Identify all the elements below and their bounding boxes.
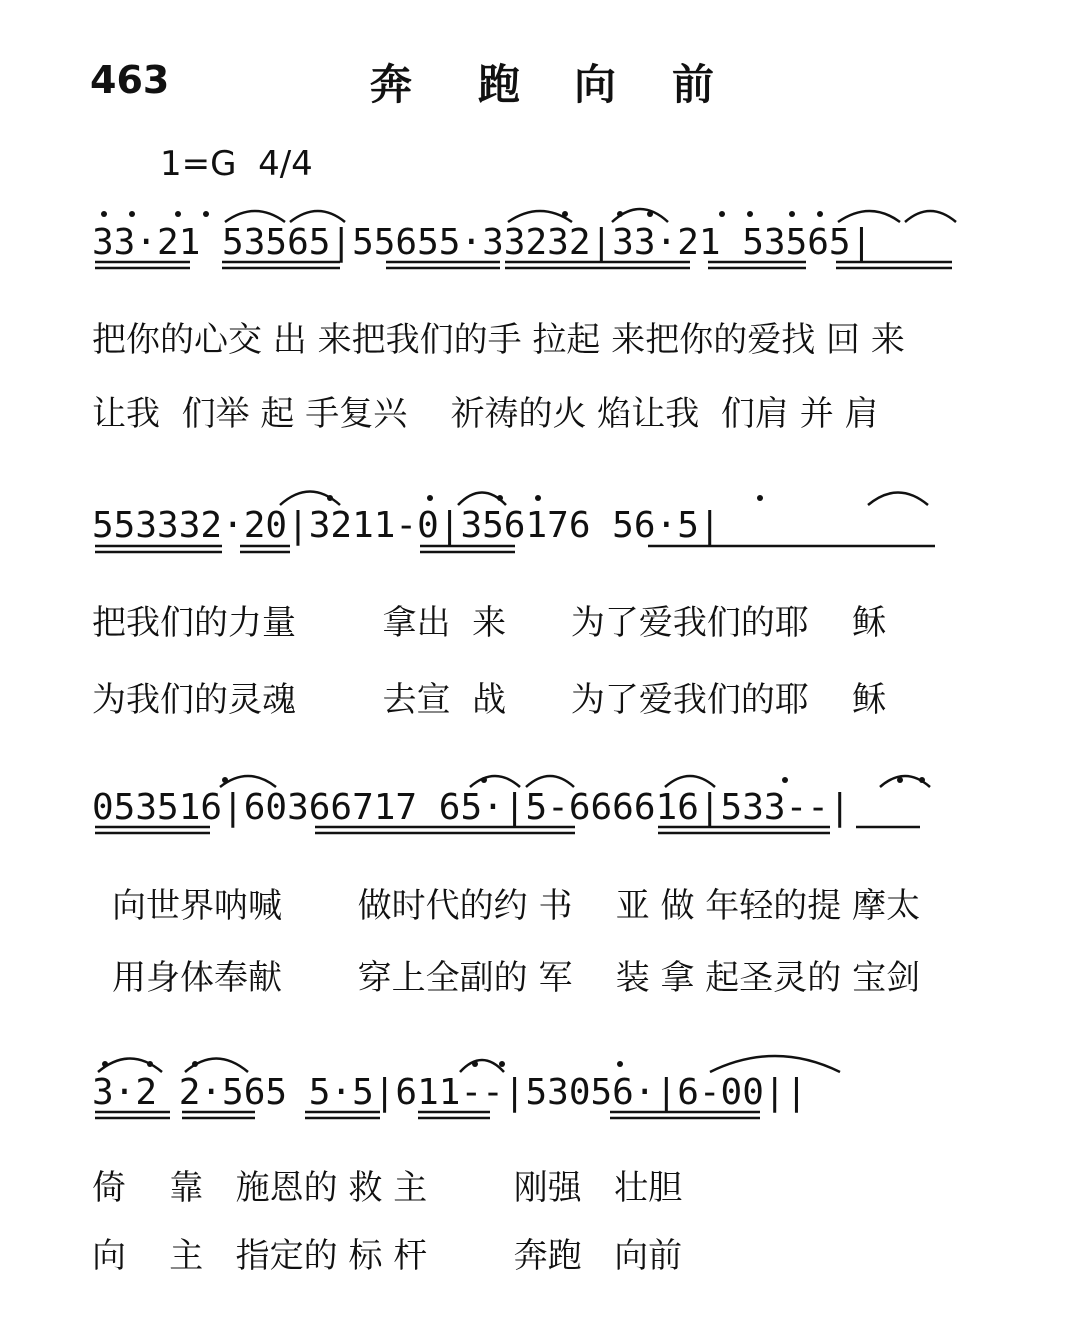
title-char-3: 向: [574, 60, 617, 109]
lyric-line-2a: 把我们的力量 拿出 来 为了爱我们的耶 稣: [92, 603, 887, 643]
lyric-line-1a: 把你的心交 出 来把我们的手 拉起 来把你的爱找 回 来: [92, 320, 905, 360]
key-signature: 1=G 4/4: [160, 144, 313, 184]
lyric-line-3b: 用身体奉献 穿上全副的 军 装 拿 起圣灵的 宝剑: [112, 958, 921, 998]
notation-line-2: 553332·20|3211-0|356176 56·5|: [92, 505, 721, 546]
title-char-4: 前: [672, 60, 715, 109]
lyric-line-4a: 倚 靠 施恩的 救 主 刚强 壮胆: [92, 1168, 683, 1208]
notation-line-3: 053516|60366717 65·|5-666616|533--|: [92, 787, 851, 828]
lyric-line-2b: 为我们的灵魂 去宣 战 为了爱我们的耶 稣: [92, 680, 887, 720]
title-char-1: 奔: [370, 60, 413, 109]
lyric-line-1b: 让我 们举 起 手复兴 祈祷的火 焰让我 们肩 并 肩: [92, 394, 879, 434]
hymn-number: 463: [90, 58, 170, 102]
title-char-2: 跑: [478, 60, 521, 109]
notation-line-1: 33·21 53565|55655·33232|33·21 53565|: [92, 222, 873, 263]
notation-line-4: 3·2 2·565 5·5|611--|53056·|6-00||: [92, 1072, 808, 1113]
lyric-line-4b: 向 主 指定的 标 杆 奔跑 向前: [92, 1236, 683, 1276]
lyric-line-3a: 向世界呐喊 做时代的约 书 亚 做 年轻的提 摩太: [112, 886, 921, 926]
